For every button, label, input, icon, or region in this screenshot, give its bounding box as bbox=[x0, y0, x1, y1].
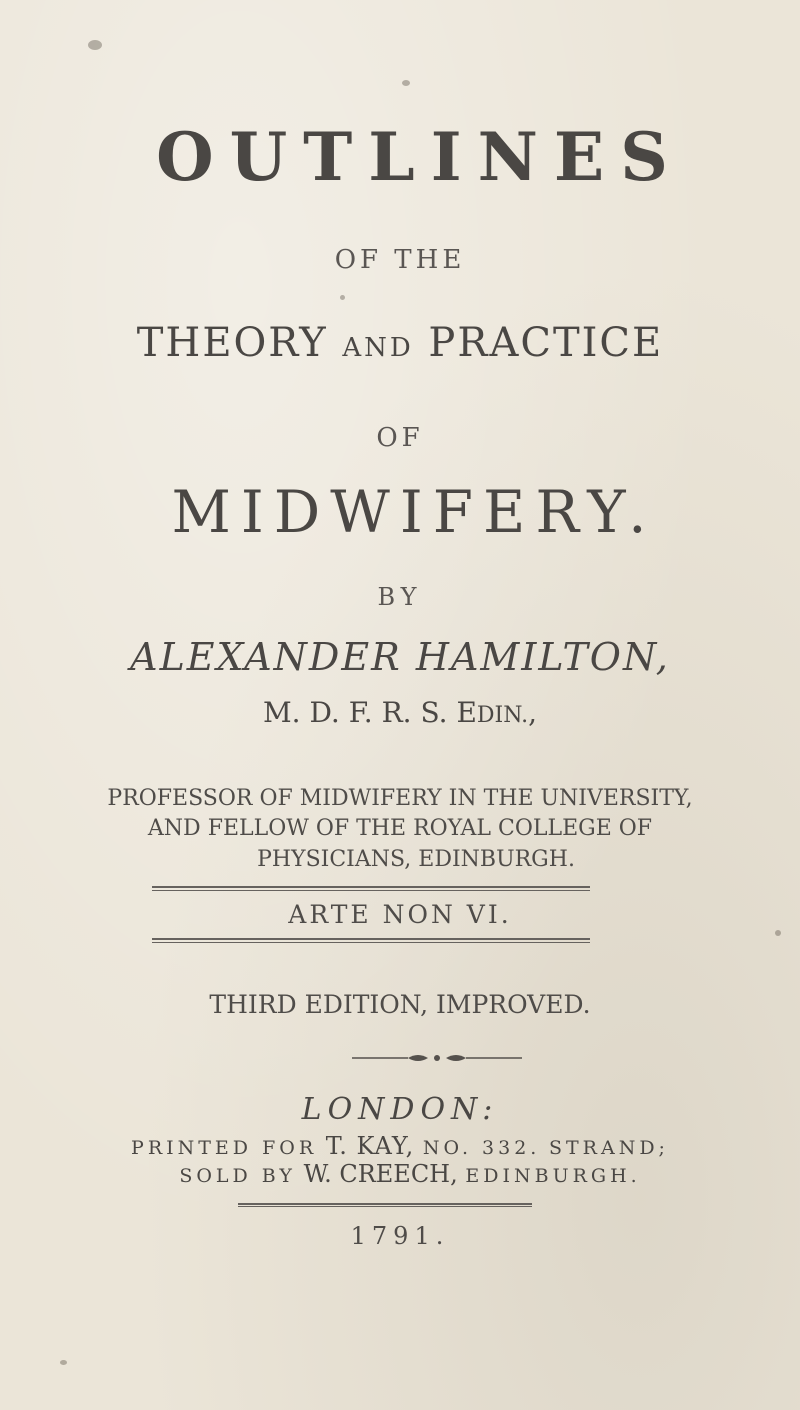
rule-above-motto bbox=[152, 886, 590, 888]
paper-speck bbox=[340, 295, 345, 300]
author-degrees bbox=[0, 696, 800, 729]
title-of-the: OF THE bbox=[334, 245, 466, 275]
imprint-seller-city: EDINBURGH. bbox=[465, 1165, 641, 1187]
imprint-number: NO. 332. bbox=[422, 1137, 541, 1159]
imprint-seller: W. CREECH, bbox=[303, 1160, 458, 1188]
professor-line-3: PHYSICIANS, EDINBURGH. bbox=[257, 847, 575, 872]
title-midwifery: MIDWIFERY. bbox=[171, 478, 657, 546]
title-outlines: OUTLINES bbox=[156, 118, 684, 196]
rule-below-motto bbox=[152, 938, 590, 940]
rule-above-year bbox=[238, 1203, 532, 1205]
author-name: ALEXANDER HAMILTON, bbox=[130, 635, 670, 679]
imprint-printed-for: PRINTED FOR bbox=[131, 1137, 318, 1159]
paper-speck bbox=[60, 1360, 67, 1365]
imprint-street: STRAND; bbox=[548, 1137, 669, 1159]
motto: ARTE NON VI. bbox=[288, 900, 512, 929]
imprint-sold-by: SOLD BY bbox=[179, 1165, 296, 1187]
paper-speck bbox=[402, 80, 410, 86]
paper-speck bbox=[88, 40, 102, 50]
edition-statement: THIRD EDITION, IMPROVED. bbox=[209, 990, 591, 1019]
rule-below-motto-thin bbox=[152, 942, 590, 943]
imprint-line-2 bbox=[0, 1160, 800, 1188]
rule-above-motto-thin bbox=[152, 890, 590, 891]
author-degrees-small: DIN. bbox=[476, 703, 529, 728]
title-of: OF bbox=[376, 423, 424, 453]
author-degrees-main: M. D. F. R. S. E bbox=[263, 696, 477, 729]
title-and: AND bbox=[342, 333, 414, 363]
paper-speck bbox=[775, 930, 781, 936]
title-theory: THEORY bbox=[136, 320, 328, 366]
author-degrees-end: , bbox=[528, 696, 537, 729]
imprint-city: LONDON: bbox=[301, 1092, 499, 1127]
imprint-publisher: T. KAY, bbox=[325, 1132, 415, 1160]
ornament-divider-icon bbox=[352, 1050, 522, 1066]
professor-line-1: PROFESSOR OF MIDWIFERY IN THE UNIVERSITY, bbox=[107, 786, 693, 811]
imprint-year: 1791. bbox=[350, 1222, 450, 1250]
title-practice: PRACTICE bbox=[428, 320, 664, 366]
title-by: BY bbox=[377, 583, 423, 611]
title-theory-and-practice bbox=[0, 320, 800, 366]
imprint-line-1 bbox=[0, 1132, 800, 1160]
professor-line-2: AND FELLOW OF THE ROYAL COLLEGE OF bbox=[147, 816, 653, 841]
rule-above-year-thin bbox=[238, 1206, 532, 1207]
